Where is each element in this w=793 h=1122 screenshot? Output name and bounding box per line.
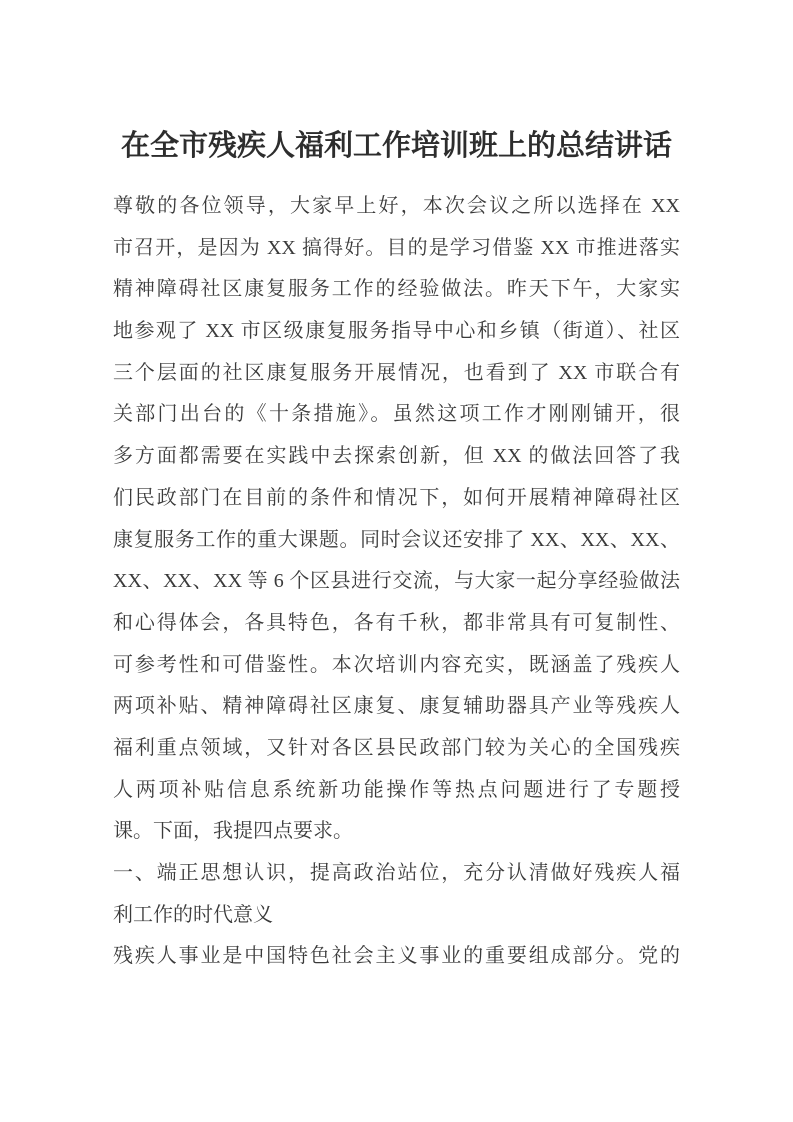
text-line: 两项补贴、精神障碍社区康复、康复辅助器具产业等残疾人 bbox=[113, 695, 680, 718]
text-line: 人两项补贴信息系统新功能操作等热点问题进行了专题授 bbox=[113, 778, 680, 801]
text-line: 残疾人事业是中国特色社会主义事业的重要组成部分。党的 bbox=[113, 945, 680, 968]
document-body bbox=[113, 186, 680, 978]
text-line: 课。下面，我提四点要求。 bbox=[113, 820, 353, 843]
text-line: 市召开，是因为 XX 搞得好。目的是学习借鉴 XX 市推进落实 bbox=[113, 236, 680, 259]
text-line: 和心得体会，各具特色，各有千秋，都非常具有可复制性、 bbox=[113, 611, 680, 634]
text-line: 利工作的时代意义 bbox=[113, 903, 273, 926]
text-line: 福利重点领域，又针对各区县民政部门较为关心的全国残疾 bbox=[113, 736, 680, 759]
paragraph-3 bbox=[113, 936, 680, 978]
text-line: 们民政部门在目前的条件和情况下，如何开展精神障碍社区 bbox=[113, 486, 680, 509]
text-line: 精神障碍社区康复服务工作的经验做法。昨天下午，大家实 bbox=[113, 278, 680, 301]
paragraph-2-heading bbox=[113, 853, 680, 936]
text-line: 康复服务工作的重大课题。同时会议还安排了 XX、XX、XX、 bbox=[113, 528, 680, 551]
text-line: 三个层面的社区康复服务开展情况，也看到了 XX 市联合有 bbox=[113, 361, 680, 384]
document-title: 在全市残疾人福利工作培训班上的总结讲话 bbox=[120, 130, 672, 162]
text-line: 多方面都需要在实践中去探索创新，但 XX 的做法回答了我 bbox=[113, 445, 680, 468]
text-line: 可参考性和可借鉴性。本次培训内容充实，既涵盖了残疾人 bbox=[113, 653, 680, 676]
text-line: 尊敬的各位领导，大家早上好，本次会议之所以选择在 XX bbox=[113, 195, 680, 217]
text-line: 地参观了 XX 市区级康复服务指导中心和乡镇（街道）、社区 bbox=[113, 320, 680, 343]
text-line: XX、XX、XX 等 6 个区县进行交流，与大家一起分享经验做法 bbox=[113, 570, 680, 593]
text-line: 关部门出台的《十条措施》。虽然这项工作才刚刚铺开，很 bbox=[113, 403, 680, 426]
paragraph-1 bbox=[113, 186, 680, 853]
text-line: 一、端正思想认识，提高政治站位，充分认清做好残疾人福 bbox=[113, 862, 680, 884]
